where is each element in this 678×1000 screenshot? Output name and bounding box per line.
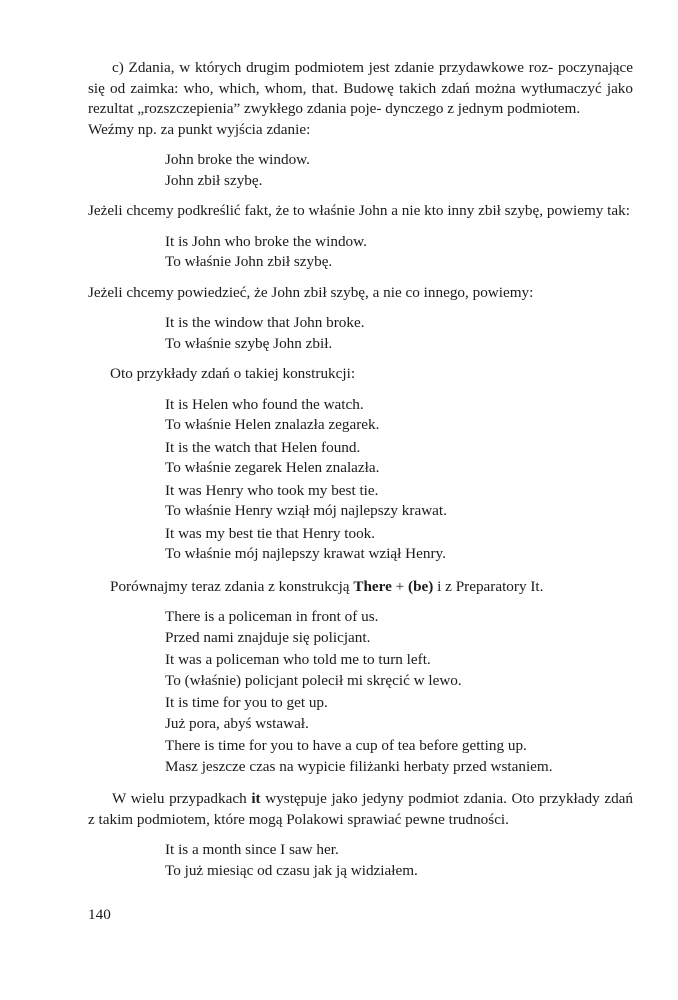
section-c-line: można wytłumaczyć jako rezultat „rozszczepienia” zwykłego zdania poje- <box>88 79 633 117</box>
keyword-it: it <box>251 790 261 807</box>
section-c-line: poczynające się od zaimka: who, which, whom, that. Budowę takich zdań <box>88 59 634 97</box>
example-block-month <box>88 840 633 881</box>
example-pair <box>165 481 633 522</box>
example-english: It is the watch that Helen found. <box>165 438 361 456</box>
page-number: 140 <box>88 906 111 923</box>
example-english: It was Henry who took my best tie. <box>165 481 379 499</box>
compare-intro-text: i z Preparatory It. <box>433 577 544 595</box>
example-polish: To właśnie mój najlepszy krawat wziął Henry. <box>165 545 446 562</box>
it-subject-text: występuje jako jedyny podmiot zdania. Oto <box>260 790 535 807</box>
page-body <box>88 58 633 881</box>
example-pair <box>165 693 633 734</box>
example-polish: To już miesiąc od czasu jak ją widziałem. <box>165 861 418 879</box>
example-english: It is time for you to get up. <box>165 694 328 711</box>
emphasis-intro-line: powiemy tak: <box>546 202 630 219</box>
example-list <box>88 395 633 565</box>
example-block-window <box>88 313 633 354</box>
section-c-paragraph <box>88 58 633 120</box>
compare-example-list <box>88 607 633 777</box>
example-pair <box>165 524 633 565</box>
example-block-john <box>88 232 633 273</box>
example-polish: To właśnie Helen znalazła zegarek. <box>165 416 380 433</box>
example-pair <box>165 650 633 691</box>
it-subject-text: przykłady zdań z takim podmiotem, które mogą Polakowi sprawiać pewne <box>88 790 634 828</box>
emphasis-intro <box>88 201 633 222</box>
example-english: There is time for you to have a cup of tea before getting up. <box>165 737 527 754</box>
example-english: It is a month since I saw her. <box>165 841 339 858</box>
example-polish: To właśnie szybę John zbił. <box>165 334 333 352</box>
section-c-line: c) Zdania, w których drugim podmiotem jest zdanie przydawkowe roz- <box>112 59 554 76</box>
examples-intro: Oto przykłady zdań o takiej konstrukcji: <box>110 365 356 382</box>
example-pair <box>165 395 633 436</box>
example-polish: To (właśnie) policjant polecił mi skręcić w lewo. <box>165 671 462 689</box>
it-subject-text: W wielu przypadkach <box>112 790 252 807</box>
keyword-be: (be) <box>408 577 434 595</box>
example-english: It was a policeman who told me to turn left. <box>165 651 431 668</box>
example-polish: John zbił szybę. <box>165 171 263 189</box>
emphasis2-intro: Jeżeli chcemy powiedzieć, że John zbił szybę, a nie co innego, powiemy: <box>88 283 534 301</box>
example-english: It is John who broke the window. <box>165 232 367 250</box>
example-block-base <box>88 150 633 191</box>
it-subject-text: trudności. <box>448 810 509 828</box>
example-pair <box>165 607 633 648</box>
section-c-line: dynczego z jednym podmiotem. <box>385 100 581 117</box>
example-english: It is the window that John broke. <box>165 314 365 331</box>
example-english: It was my best tie that Henry took. <box>165 524 376 542</box>
it-subject-paragraph <box>88 789 633 830</box>
example-pair <box>165 438 633 479</box>
example-english: John broke the window. <box>165 151 310 168</box>
example-english: It is Helen who found the watch. <box>165 395 364 413</box>
keyword-there: There <box>353 577 392 595</box>
example-english: There is a policeman in front of us. <box>165 608 379 625</box>
example-polish: To właśnie Henry wziął mój najlepszy krawat. <box>165 502 447 519</box>
example-pair <box>165 736 633 777</box>
emphasis-intro-line: Jeżeli chcemy podkreślić fakt, że to właśnie John a nie kto inny zbił szybę, <box>88 202 544 219</box>
compare-intro-text: Porównajmy teraz zdania z konstrukcją <box>110 577 354 595</box>
compare-intro <box>88 577 633 598</box>
example-polish: To właśnie zegarek Helen znalazła. <box>165 459 380 476</box>
example-polish: Przed nami znajduje się policjant. <box>165 628 371 646</box>
example-polish: To właśnie John zbił szybę. <box>165 253 333 270</box>
base-sentence-intro: Weźmy np. za punkt wyjścia zdanie: <box>88 120 311 138</box>
compare-intro-text: + <box>391 577 409 595</box>
example-polish: Już pora, abyś wstawał. <box>165 714 309 732</box>
example-polish: Masz jeszcze czas na wypicie filiżanki herbaty przed wstaniem. <box>165 757 553 775</box>
